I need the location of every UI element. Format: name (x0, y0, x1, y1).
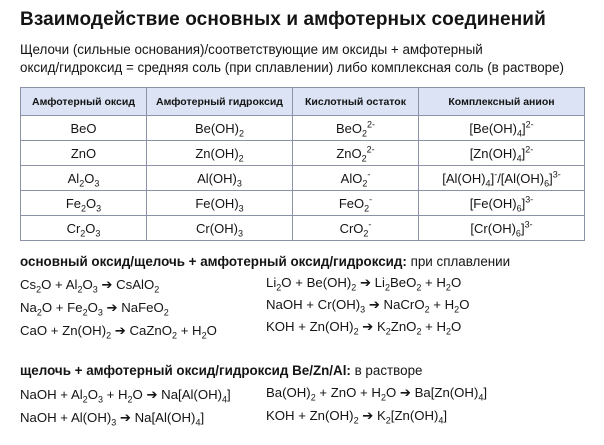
table-row (21, 191, 585, 216)
section-2-note: в растворе (350, 363, 423, 378)
table-cell: $Cr(OH)_3$ (147, 216, 293, 241)
amphoteric-table (20, 87, 585, 241)
equation: $Ba(OH)_2$ + ZnO + $H_2O$ ➔ $Ba[Zn(OH)_4]$ (266, 385, 488, 403)
table-cell: $Zn(OH)_2$ (147, 141, 293, 166)
section-1-note: при сплавлении (406, 254, 511, 269)
section-2-heading (20, 363, 422, 378)
table-cell: $Cr_2O_3$ (21, 216, 147, 241)
intro-line-2: оксид/гидроксид = средняя соль (при сплавлении) либо комплексная соль (в растворе) (20, 60, 565, 75)
table-cell: $[Al(OH)_4]^-/[Al(OH)_6]^{3-}$ (419, 166, 585, 191)
header-amphoteric-hydroxide: Амфотерный гидроксид (147, 88, 293, 116)
table-cell: $Al_2O_3$ (21, 166, 147, 191)
table-header-row (21, 88, 585, 116)
equation: NaOH + $Al_2O_3 + H_2O$ ➔ $Na[Al(OH)_4]$ (20, 387, 231, 405)
equation: NaOH + $Cr(OH)_3$ ➔ NaCrO$_2$ + $H_2O$ (266, 297, 470, 315)
page-title: Взаимодействие основных и амфотерных соединений (20, 9, 546, 30)
table-cell: BeO (21, 116, 147, 141)
header-acid-residue: Кислотный остаток (293, 88, 419, 116)
equation: $Na_2O + Fe_2O_3$ ➔ NaFeO$_2$ (20, 300, 169, 318)
equation: CaO + $Zn(OH)_2$ ➔ CaZnO$_2$ + $H_2O$ (20, 323, 217, 341)
equation: $Cs_2O + Al_2O_3$ ➔ CsAlO$_2$ (20, 277, 160, 295)
header-amphoteric-oxide: Амфотерный оксид (21, 88, 147, 116)
table-row (21, 216, 585, 241)
section-1-heading (20, 254, 510, 269)
section-1-bold: основный оксид/щелочь + амфотерный оксид/гидроксид: (20, 254, 407, 269)
intro-line-1: Щелочи (сильные основания)/соответствующие им оксиды + амфотерный (20, 42, 483, 57)
table-cell: $Al(OH)_3$ (147, 166, 293, 191)
table-row (21, 116, 585, 141)
table-cell: $[Zn(OH)_4]^{2-}$ (419, 141, 585, 166)
table-row (21, 141, 585, 166)
table-cell: FeO$_2$- (293, 191, 419, 216)
intro-text (20, 41, 590, 77)
equation: KOH + $Zn(OH)_2$ ➔ $K_2[Zn(OH)_4]$ (266, 408, 448, 426)
table-cell: ZnO$_2^{2-}$ (293, 141, 419, 166)
table-cell: ZnO (21, 141, 147, 166)
table-cell: $[Cr(OH)_6]^{3-}$ (419, 216, 585, 241)
equation: $Li_2O + Be(OH)_2$ ➔ $Li_2BeO_2 + H_2O$ (266, 275, 462, 293)
table-cell: $[Fe(OH)_6]^{3-}$ (419, 191, 585, 216)
table-cell: $[Be(OH)_4]^{2-}$ (419, 116, 585, 141)
table-cell: BeO$_2^{2-}$ (293, 116, 419, 141)
header-complex-anion: Комплексный анион (419, 88, 585, 116)
table-cell: AlO$_2$- (293, 166, 419, 191)
table-cell: $Fe_2O_3$ (21, 191, 147, 216)
equation: KOH + $Zn(OH)_2$ ➔ $K_2ZnO_2 + H_2O$ (266, 319, 462, 337)
section-2-bold: щелочь + амфотерный оксид/гидроксид Be/Zn/Al: (20, 363, 351, 378)
table-row (21, 166, 585, 191)
table-cell: CrO$_2$- (293, 216, 419, 241)
table-cell: $Be(OH)_2$ (147, 116, 293, 141)
table-cell: $Fe(OH)_3$ (147, 191, 293, 216)
equation: NaOH + $Al(OH)_3$ ➔ $Na[Al(OH)_4]$ (20, 410, 205, 428)
